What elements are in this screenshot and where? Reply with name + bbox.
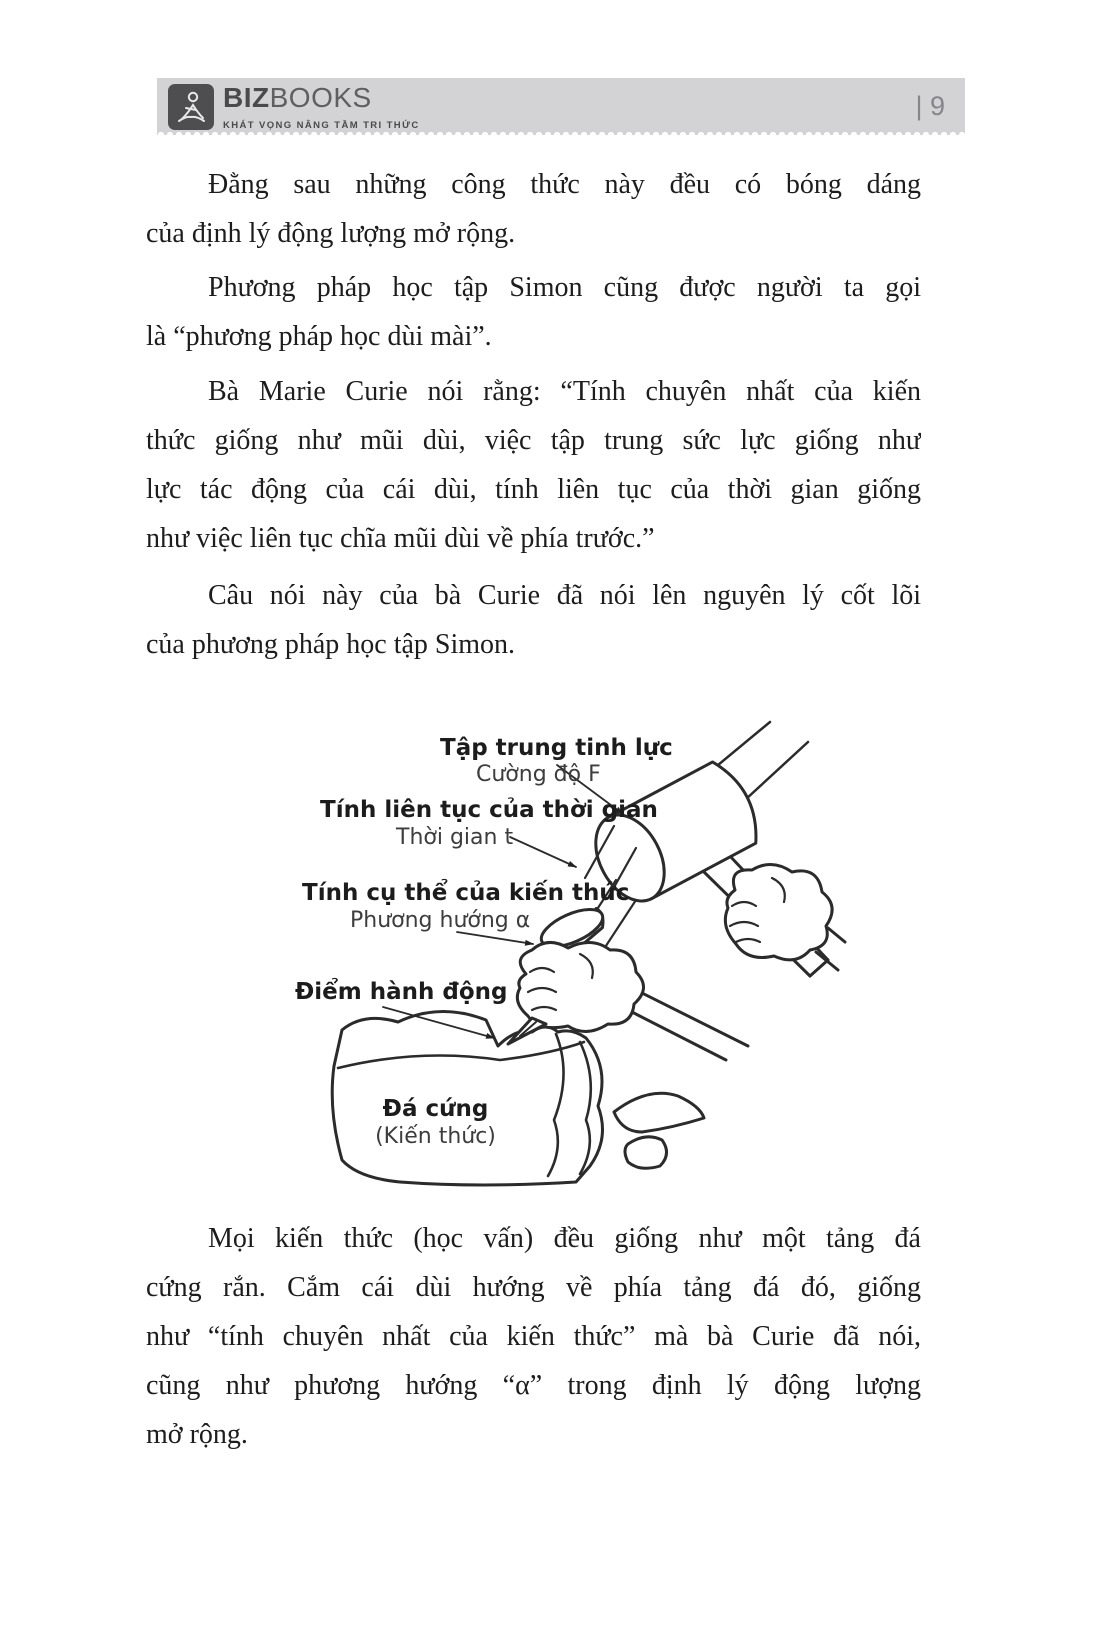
text-line: là “phương pháp học dùi mài”.: [146, 321, 492, 352]
label-focus-effort: Tập trung tinh lực: [440, 735, 673, 761]
label-action-point: Điểm hành động: [295, 979, 508, 1005]
logo-text: [223, 83, 420, 131]
paragraph-2: [146, 263, 921, 361]
label-intensity-f: Cường độ F: [476, 762, 601, 787]
bizbooks-logo-icon: [168, 84, 214, 130]
page-header: [157, 78, 965, 135]
paragraph-4: [146, 571, 921, 669]
text-line: thức giống như mũi dùi, việc tập trung sức lực giống như: [146, 425, 921, 456]
page-number: | 9: [915, 91, 945, 121]
label-time-t: Thời gian t: [396, 825, 514, 850]
text-line: như việc liên tục chĩa mũi dùi về phía trước.”: [146, 523, 655, 554]
awl-hammer-diagram: [280, 730, 845, 1190]
text-line: lực tác động của cái dùi, tính liên tục của thời gian giống: [146, 474, 921, 505]
text-line: Câu nói này của bà Curie đã nói lên nguyên lý cốt lõi: [208, 580, 921, 611]
logo-figure-icon: [172, 88, 210, 126]
text-line: của định lý động lượng mở rộng.: [146, 218, 516, 249]
label-knowledge-specificity: Tính cụ thể của kiến thức: [302, 880, 630, 906]
label-hard-rock: Đá cứng: [382, 1096, 489, 1122]
text-line: cứng rắn. Cắm cái dùi hướng về phía tảng đá đó, giống: [146, 1272, 921, 1303]
text-line: Phương pháp học tập Simon cũng được người ta gọi: [208, 272, 921, 303]
text-line: như “tính chuyên nhất của kiến thức” mà bà Curie đã nói,: [146, 1321, 921, 1352]
brand-name-biz: BIZ: [223, 81, 270, 113]
text-line: mở rộng.: [146, 1419, 248, 1450]
label-direction-alpha: Phương hướng α: [350, 908, 531, 933]
text-line: cũng như phương hướng “α” trong định lý động lượng: [146, 1370, 921, 1401]
text-line: Mọi kiến thức (học vấn) đều giống như một tảng đá: [208, 1223, 921, 1254]
paragraph-1: [146, 160, 921, 258]
brand-tagline: KHÁT VỌNG NÂNG TẦM TRI THỨC: [223, 119, 420, 131]
label-knowledge-paren: (Kiến thức): [375, 1124, 496, 1149]
label-time-continuity: Tính liên tục của thời gian: [320, 797, 658, 823]
paragraph-3: [146, 367, 921, 563]
brand-name-books: BOOKS: [269, 81, 372, 113]
text-line: của phương pháp học tập Simon.: [146, 629, 516, 660]
text-line: Bà Marie Curie nói rằng: “Tính chuyên nhất của kiến: [208, 376, 921, 407]
paragraph-5: [146, 1214, 921, 1459]
publisher-logo: [168, 83, 420, 131]
text-line: Đằng sau những công thức này đều có bóng dáng: [208, 169, 921, 200]
brand-name: [223, 83, 420, 118]
